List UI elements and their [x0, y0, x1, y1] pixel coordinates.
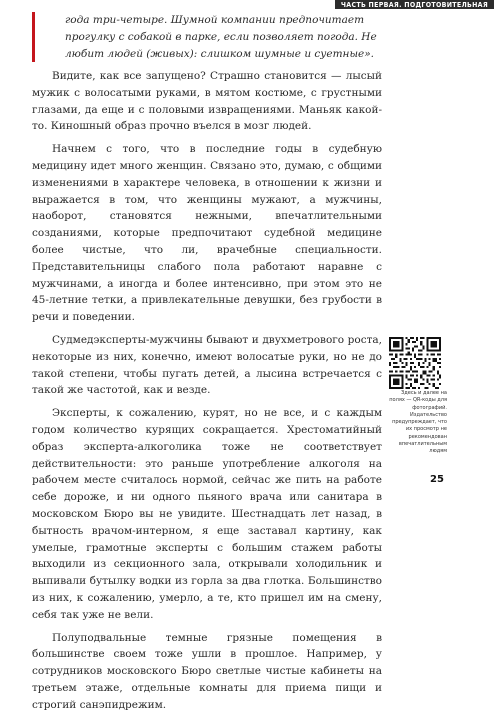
paragraph-5: Полуподвальные темные грязные помещения в большинстве своем тоже ушли в прошлое. Например, у сотрудников московского Бюро светлые чистые кабинеты на третьем этаже, отдельные комнаты для приема пищи и строгий санэпидрежим.	[32, 630, 382, 713]
paragraph-1: Видите, как все запущено? Страшно становится — лысый мужик с волосатыми руками, в мятом костюме, с грустными глазами, да еще и с половыми извращениями. Маньяк какой-то. Киношный образ прочно въелся в мозг людей.	[32, 68, 382, 135]
body-text	[32, 68, 382, 713]
running-header	[335, 0, 494, 9]
margin-note: Здесь и далее на полях — QR-коды для фотографий. Издательство предупреждает, что их просмотр не рекомендован впечатлительным людям	[389, 390, 447, 456]
paragraph-2: Начнем с того, что в последние годы в судебную медицину идет много женщин. Связано это, думаю, с общими изменениями в характере человека, в отношении к жизни и выражается в том, что женщины мужают, а мужчины, наоборот, становятся нежными, впечатлительными созданиями, которые предпочитают судебной медицине более чистые, что ли, врачебные специальности. Представительницы слабого пола работают наравне с мужчинами, а иногда и более интенсивно, при этом это не 45-летние тетки, а привлекательные девушки, без грубости в речи и поведении.	[32, 141, 382, 326]
epigraph-quote	[32, 12, 397, 62]
page-number: 25	[430, 474, 444, 485]
quote-text: года три-четыре. Шумной компании предпочитает прогулку с собакой в парке, если позволяет погода. Не любит людей (живых): слишком шумные и суетные».	[45, 12, 397, 62]
paragraph-4: Эксперты, к сожалению, курят, но не все, и с каждым годом количество курящих сокращается. Хрестоматийный образ эксперта-алкоголика тоже не соответствует действительности: это раньше употребление алкоголя на рабочем месте считалось нормой, сейчас же пить на работе себе дороже, и ни одного пьяного врача или санитара в московском Бюро вы не увидите. Шестнадцать лет назад, в бытность врачом-интерном, я еще заставал картину, как умелые, грамотные эксперты с большим стажем работы выходили из секционного зала, открывали холодильник и выпивали бутылку водки из горла за два глотка. Большинство из них, к сожалению, умерло, а те, кто пришел им на смену, себя так уже не вели.	[32, 405, 382, 623]
paragraph-3: Судмедэксперты-мужчины бывают и двухметрового роста, некоторые из них, конечно, имеют волосатые руки, но не до такой степени, чтобы пугать детей, а лысина встречается с такой же частотой, как и везде.	[32, 332, 382, 399]
qr-code-icon[interactable]	[389, 337, 441, 389]
section-title: ЧАСТЬ ПЕРВАЯ. ПОДГОТОВИТЕЛЬНАЯ	[341, 1, 488, 9]
